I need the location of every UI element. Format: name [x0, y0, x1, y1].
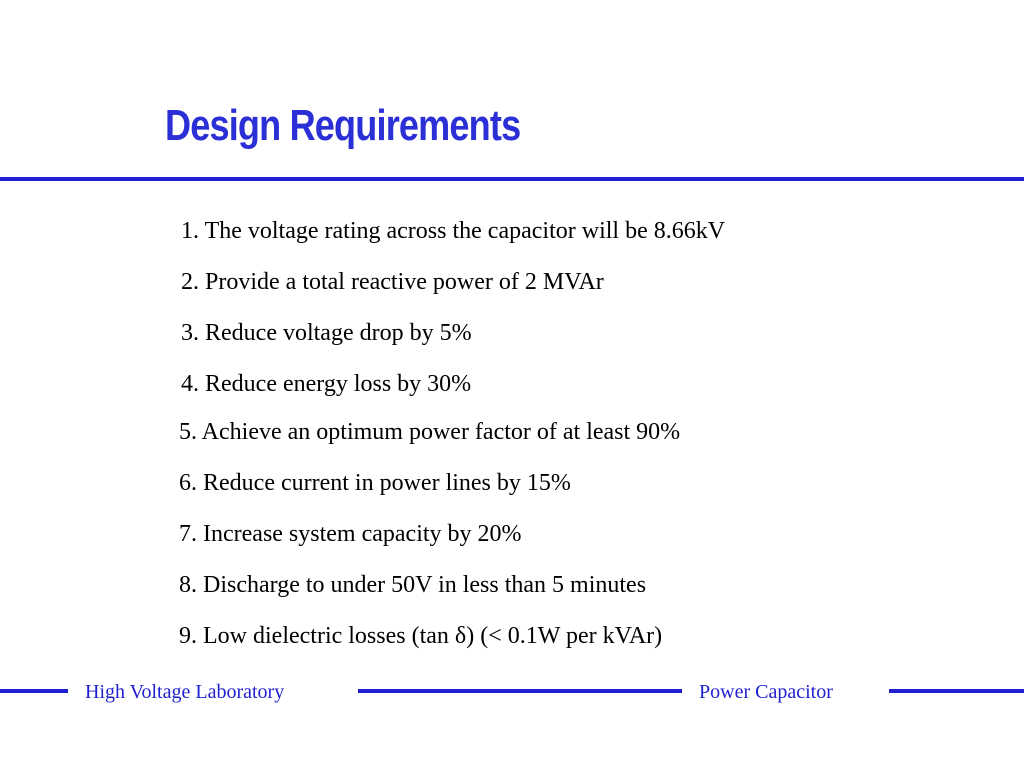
requirement-item: 7. Increase system capacity by 20%	[179, 521, 522, 547]
requirement-item: 3. Reduce voltage drop by 5%	[181, 320, 472, 346]
footer-divider-left	[0, 689, 68, 693]
requirement-item: 5. Achieve an optimum power factor of at least 90%	[179, 419, 681, 445]
requirement-item: 2. Provide a total reactive power of 2 MVAr	[181, 269, 604, 295]
requirement-item: 9. Low dielectric losses (tan δ) (< 0.1W per kVAr)	[179, 623, 663, 649]
footer-divider-right	[889, 689, 1024, 693]
requirement-item: 1. The voltage rating across the capacitor will be 8.66kV	[181, 218, 726, 244]
footer-lab-name: High Voltage Laboratory	[85, 681, 285, 703]
requirement-item: 4. Reduce energy loss by 30%	[181, 371, 472, 397]
requirement-item: 6. Reduce current in power lines by 15%	[179, 470, 571, 496]
title-divider	[0, 177, 1024, 181]
footer-divider-middle	[358, 689, 682, 693]
requirement-item: 8. Discharge to under 50V in less than 5 minutes	[179, 572, 647, 598]
footer-topic: Power Capacitor	[699, 681, 833, 703]
slide-title: Design Requirements	[165, 101, 521, 150]
